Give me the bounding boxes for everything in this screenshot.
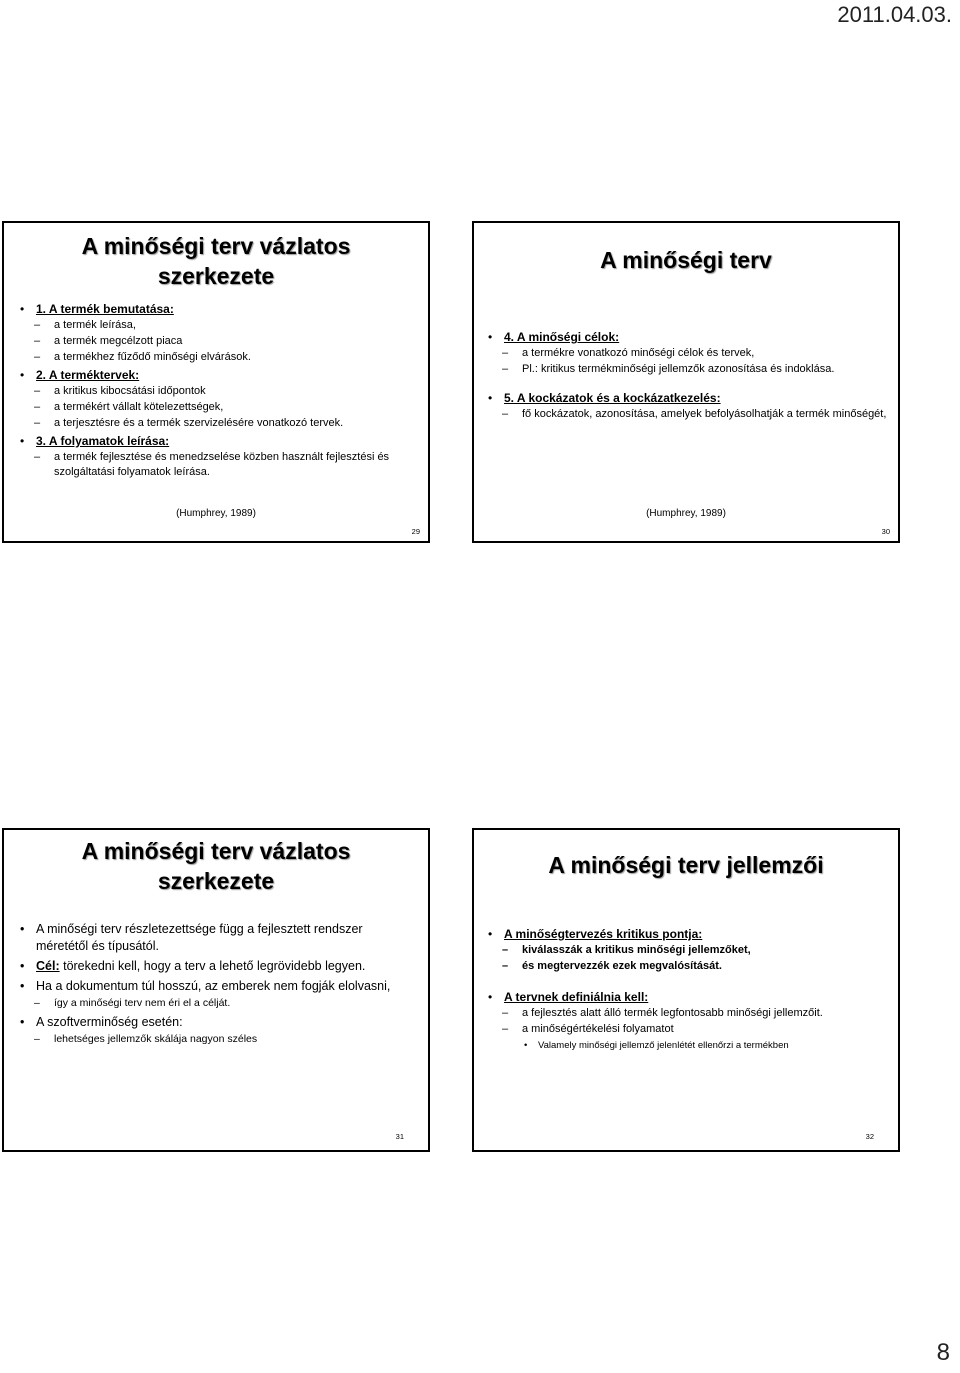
slide-title-line1: A minőségi terv vázlatos <box>81 233 351 259</box>
list-subitem <box>18 1032 418 1047</box>
bullet-icon: • <box>488 990 493 1004</box>
subitem-text: kiválasszák a kritikus minőségi jellemzőket, <box>522 944 751 956</box>
dash-icon: – <box>34 997 40 1009</box>
dash-icon: – <box>34 319 41 331</box>
item-text: A szoftverminőség esetén: <box>36 1015 183 1029</box>
subitem-text: és megtervezzék ezek megvalósítását. <box>522 960 722 972</box>
subitem-text: fő kockázatok, azonosítása, amelyek befolyásolhatják a termék minőségét, <box>522 408 887 420</box>
slide-title-line2: szerkezete <box>157 263 275 289</box>
subitem-text: a termék megcélzott piaca <box>54 335 183 347</box>
bullet-icon: • <box>20 1015 25 1029</box>
slide-number: 30 <box>881 527 890 536</box>
subsubitem-text: Valamely minőségi jellemző jelenlétét ellenőrzi a termékben <box>538 1040 789 1051</box>
subitem-text: a termékért vállalt kötelezettségek, <box>54 401 224 413</box>
dash-icon: – <box>34 417 41 429</box>
list-item <box>18 1014 418 1031</box>
subitem-text: a kritikus kibocsátási időpontok <box>54 385 206 397</box>
subitem-text: a termék fejlesztése és menedzselése közben használt fejlesztési és szolgáltatási folyamatok leírása. <box>54 451 390 478</box>
bullet-icon: • <box>524 1040 528 1051</box>
item-text: A minőségi terv részletezettsége függ a fejlesztett rendszer méretétől és típusától. <box>36 922 363 953</box>
bullet-icon: • <box>20 959 25 973</box>
list-subitem <box>18 450 418 480</box>
slide-title-line1: A minőségi terv vázlatos <box>81 838 351 864</box>
dash-icon: – <box>34 335 41 347</box>
list-item <box>18 978 418 995</box>
page-number: 8 <box>936 1339 950 1366</box>
list-subitem <box>18 334 418 349</box>
slide-body <box>18 918 418 1047</box>
list-subitem <box>18 996 418 1011</box>
subitem-text: Pl.: kritikus termékminőségi jellemzők azonosítása és indoklása. <box>522 363 835 375</box>
item-label: Cél: <box>36 959 60 973</box>
list-subitem <box>18 318 418 333</box>
list-subitem <box>18 384 418 399</box>
item-text: törekedni kell, hogy a terv a lehető legrövidebb legyen. <box>59 959 366 973</box>
list-subitem <box>18 416 418 431</box>
list-subsubitem <box>486 1038 894 1053</box>
list-item <box>486 990 894 1005</box>
dash-icon: – <box>502 944 509 956</box>
subitem-text: így a minőségi terv nem éri el a célját. <box>54 997 231 1009</box>
page-date: 2011.04.03. <box>837 2 952 27</box>
list-item <box>18 921 418 955</box>
list-item <box>486 391 890 406</box>
list-subitem <box>486 346 890 361</box>
subitem-text: a fejlesztés alatt álló termék legfontosabb minőségi jellemzőit. <box>522 1007 823 1019</box>
list-subitem <box>486 407 890 422</box>
slide-body <box>486 924 894 1053</box>
list-subitem <box>486 1006 894 1021</box>
list-subitem <box>486 362 890 377</box>
bullet-icon: • <box>488 927 493 941</box>
list-item <box>18 434 418 449</box>
bullet-icon: • <box>20 979 25 993</box>
slide-29 <box>2 221 430 543</box>
item-heading: A tervnek definiálnia kell: <box>504 990 649 1004</box>
subitem-text: a termék leírása, <box>54 319 136 331</box>
subitem-text: a termékre vonatkozó minőségi célok és tervek, <box>522 347 755 359</box>
list-item <box>486 330 890 345</box>
slide-32 <box>472 828 900 1152</box>
slide-31 <box>2 828 430 1152</box>
subitem-text: a termékhez fűződő minőségi elvárások. <box>54 351 251 363</box>
item-heading: 2. A terméktervek: <box>36 368 140 382</box>
slide-title: A minőségi terv jellemzői <box>548 852 824 878</box>
dash-icon: – <box>502 363 509 375</box>
item-text: Ha a dokumentum túl hosszú, az emberek nem fogják elolvasni, <box>36 979 391 993</box>
source-citation: (Humphrey, 1989) <box>646 508 726 519</box>
slide-title: A minőségi terv <box>600 247 772 273</box>
slide-number: 32 <box>865 1132 874 1141</box>
subitem-text: a minőségértékelési folyamatot <box>522 1023 674 1035</box>
source-citation: (Humphrey, 1989) <box>176 508 256 519</box>
slide-title <box>4 836 428 896</box>
item-heading: A minőségtervezés kritikus pontja: <box>504 927 703 941</box>
bullet-icon: • <box>488 330 493 344</box>
list-item <box>18 958 418 975</box>
slide-number: 29 <box>411 527 420 536</box>
item-heading: 1. A termék bemutatása: <box>36 302 174 316</box>
dash-icon: – <box>502 1007 509 1019</box>
bullet-icon: • <box>20 922 25 936</box>
subitem-text: a terjesztésre és a termék szervizelésére vonatkozó tervek. <box>54 417 344 429</box>
list-subitem <box>486 943 894 958</box>
item-heading: 5. A kockázatok és a kockázatkezelés: <box>504 391 721 405</box>
list-subitem <box>18 400 418 415</box>
dash-icon: – <box>502 960 509 972</box>
dash-icon: – <box>502 347 509 359</box>
bullet-icon: • <box>20 434 25 448</box>
list-subitem <box>18 350 418 365</box>
dash-icon: – <box>34 385 41 397</box>
dash-icon: – <box>502 1023 509 1035</box>
list-subitem <box>486 959 894 974</box>
list-subitem <box>486 1022 894 1037</box>
slide-title-line2: szerkezete <box>157 868 275 894</box>
dash-icon: – <box>34 401 41 413</box>
list-item <box>18 368 418 383</box>
dash-icon: – <box>34 451 41 463</box>
dash-icon: – <box>34 1033 40 1045</box>
item-heading: 4. A minőségi célok: <box>504 330 620 344</box>
item-heading: 3. A folyamatok leírása: <box>36 434 170 448</box>
dash-icon: – <box>34 351 41 363</box>
slide-30 <box>472 221 900 543</box>
list-item <box>486 927 894 942</box>
bullet-icon: • <box>488 391 493 405</box>
slide-body <box>18 299 418 480</box>
list-item <box>18 302 418 317</box>
bullet-icon: • <box>20 368 25 382</box>
slide-title <box>4 231 428 291</box>
dash-icon: – <box>502 408 509 420</box>
slide-body <box>486 327 890 422</box>
slide-number: 31 <box>395 1132 404 1141</box>
subitem-text: lehetséges jellemzők skálája nagyon széles <box>54 1033 258 1045</box>
bullet-icon: • <box>20 302 25 316</box>
